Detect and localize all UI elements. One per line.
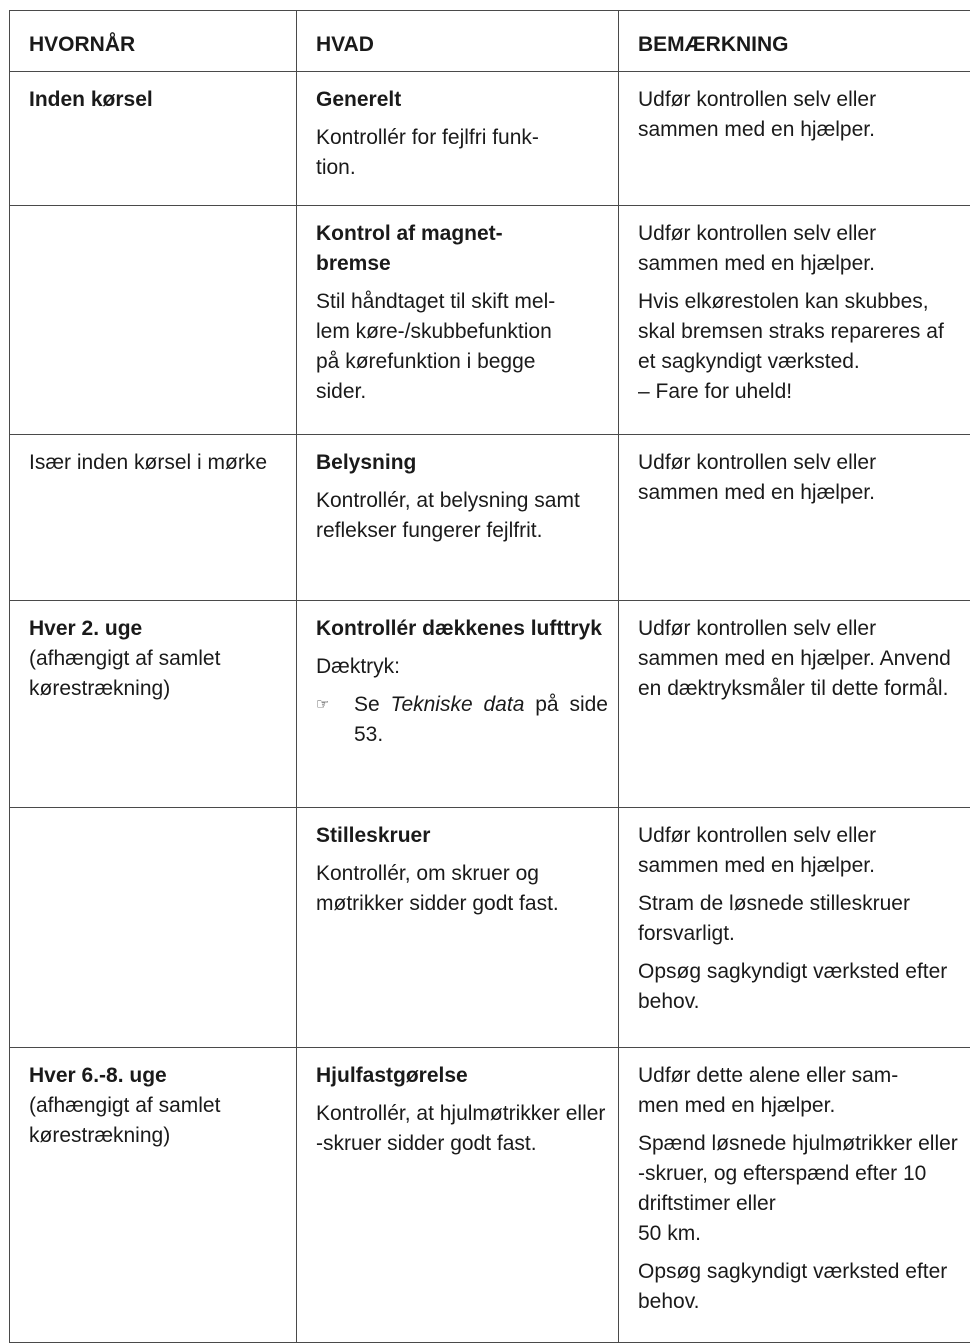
what-text: Kontrollér, at hjulmøtrikker eller -skruer sidder godt fast. <box>316 1099 608 1159</box>
what-title: Hjulfastgørelse <box>316 1061 608 1091</box>
remark-text: Udfør kontrollen selv eller sammen med en hjælper. <box>638 821 962 881</box>
what-cell <box>297 206 619 435</box>
remark-text: Udfør kontrollen selv eller sammen med en hjælper. <box>638 219 962 279</box>
reference-suffix: på side 53. <box>354 693 608 746</box>
table-row <box>10 72 970 206</box>
remark-cell <box>619 435 970 601</box>
remark-cell <box>619 808 970 1048</box>
reference-prefix: Se <box>354 693 380 716</box>
what-cell <box>297 435 619 601</box>
when-cell <box>10 808 297 1048</box>
cross-reference <box>316 690 608 750</box>
remark-text: Udfør kontrollen selv eller sammen med en hjælper. <box>638 448 962 508</box>
remark-cell <box>619 601 970 808</box>
when-sublabel: (afhængigt af samlet kørestrækning) <box>29 644 286 704</box>
remark-text: Udfør kontrollen selv eller sammen med en hjælper. <box>638 85 962 145</box>
what-cell <box>297 1048 619 1343</box>
when-label: Hver 2. uge <box>29 614 286 644</box>
remark-text: Spænd løsnede hjulmøtrikker eller -skruer, og efterspænd efter 10 driftstimer eller 50 km. <box>638 1129 962 1249</box>
pointing-hand-icon: ☞ <box>316 690 354 720</box>
what-text: Kontrollér for fejlfri funk- tion. <box>316 123 608 183</box>
what-title: Stilleskruer <box>316 821 608 851</box>
when-cell <box>10 1048 297 1343</box>
table-row <box>10 808 970 1048</box>
remark-text: Stram de løsnede stilleskruer forsvarligt. <box>638 889 962 949</box>
what-cell <box>297 808 619 1048</box>
when-cell <box>10 601 297 808</box>
maintenance-table <box>9 10 970 1343</box>
table-row <box>10 435 970 601</box>
when-label: Især inden kørsel i mørke <box>29 451 267 474</box>
when-cell <box>10 206 297 435</box>
reference-link[interactable]: Tekniske data <box>391 693 525 716</box>
remark-text: Opsøg sagkyndigt værksted efter behov. <box>638 957 962 1017</box>
header-when: HVORNÅR <box>10 11 297 72</box>
remark-text: Hvis elkørestolen kan skubbes, skal bremsen straks repareres af et sagkyndigt værksted. – Fare for uheld! <box>638 287 962 407</box>
remark-text: Udfør kontrollen selv eller sammen med en hjælper. Anvend en dæktryksmåler til dette formål. <box>638 614 962 704</box>
when-sublabel: (afhængigt af samlet kørestrækning) <box>29 1091 286 1151</box>
table-row <box>10 601 970 808</box>
what-text: Stil håndtaget til skift mel- lem køre-/skubbefunktion på kørefunktion i begge sider. <box>316 287 608 407</box>
remark-cell <box>619 206 970 435</box>
when-cell <box>10 435 297 601</box>
what-cell <box>297 601 619 808</box>
table-row <box>10 206 970 435</box>
what-cell <box>297 72 619 206</box>
what-title: Generelt <box>316 85 608 115</box>
when-label: Inden kørsel <box>29 88 153 111</box>
header-remark: BEMÆRKNING <box>619 11 970 72</box>
what-text: Kontrollér, om skruer og møtrikker sidder godt fast. <box>316 859 608 919</box>
remark-text: Udfør dette alene eller sam- men med en hjælper. <box>638 1061 962 1121</box>
header-row <box>10 11 970 72</box>
header-what: HVAD <box>297 11 619 72</box>
what-title: Kontrol af magnet- bremse <box>316 219 608 279</box>
table-row <box>10 1048 970 1343</box>
reference-text <box>354 690 608 750</box>
remark-text: Opsøg sagkyndigt værksted efter behov. <box>638 1257 962 1317</box>
what-title: Kontrollér dækkenes lufttryk <box>316 614 608 644</box>
remark-cell <box>619 1048 970 1343</box>
what-text: Kontrollér, at belysning samt reflekser fungerer fejlfrit. <box>316 486 608 546</box>
when-cell <box>10 72 297 206</box>
remark-cell <box>619 72 970 206</box>
what-title: Belysning <box>316 448 608 478</box>
when-label: Hver 6.-8. uge <box>29 1061 286 1091</box>
what-text: Dæktryk: <box>316 652 608 682</box>
